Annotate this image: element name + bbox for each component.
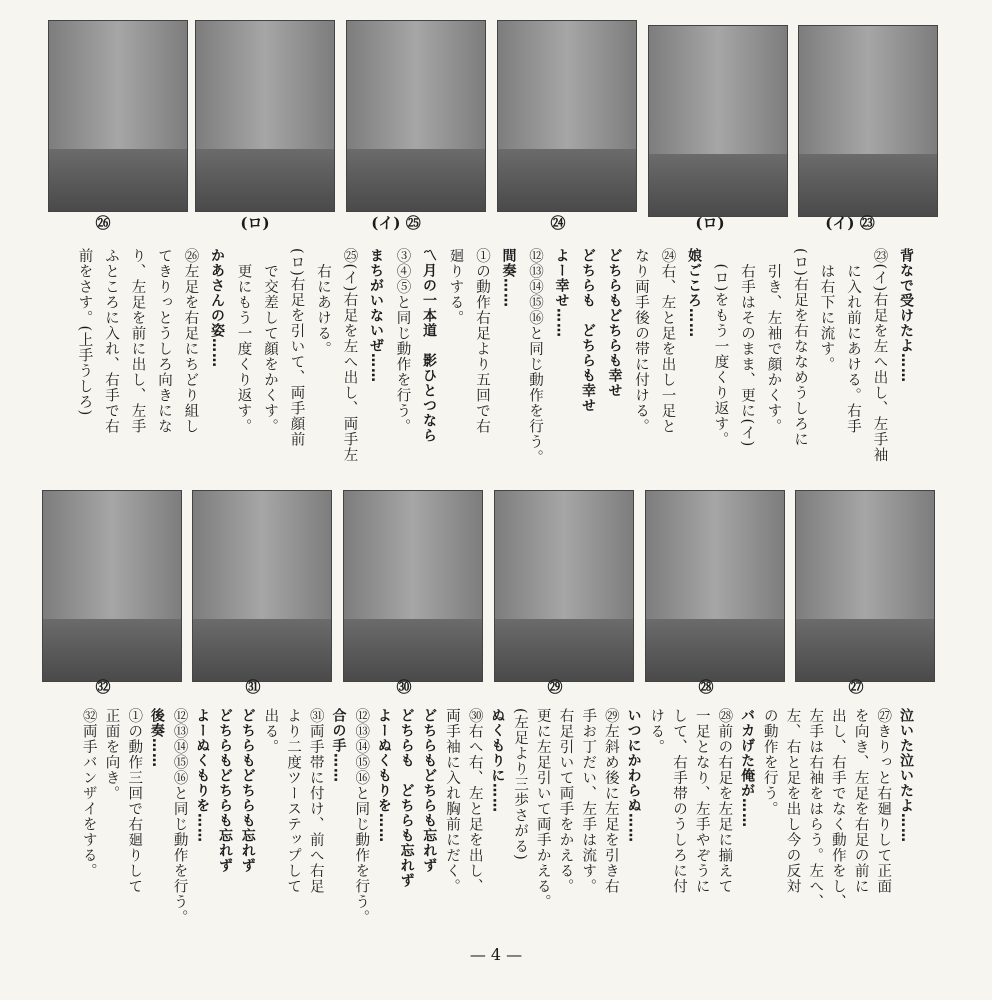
text_bottom-column: どちらもどちらも忘れず xyxy=(239,708,256,873)
text_top-column: ふところに入れ、右手で右 xyxy=(103,248,119,434)
text_top-column: まちがいないぜ…… xyxy=(368,248,384,383)
text_top-column: ①の動作右足より五回で右 xyxy=(474,248,490,434)
text_top-column: 前をさす。(上手うしろ) xyxy=(76,248,93,417)
photo-26 xyxy=(48,20,188,212)
text_top-column: てきりっとうしろ向きにな xyxy=(156,248,172,434)
text_bottom-column: 右足引いて両手をかえる。 xyxy=(557,708,574,894)
text_top-column: に入れ前にあける。右手 xyxy=(845,248,861,434)
text_top-column: なり両手後の帯に付ける。 xyxy=(633,248,649,434)
photo-25-ro xyxy=(195,20,335,212)
photo-label-26: ㉖ xyxy=(95,214,111,232)
text_top-column: ⑫⑬⑭⑮⑯と同じ動作を行う。 xyxy=(527,248,543,465)
text_bottom-column: 一足となり、左手やぞうに xyxy=(693,708,710,894)
photo-30 xyxy=(343,490,483,682)
photo-label-25-i: (イ) ㉕ xyxy=(371,214,421,232)
text_bottom-column: の動作を行う。 xyxy=(761,708,778,817)
photo-label-27: ㉗ xyxy=(848,678,864,696)
text_top-column: どちらも どちらも幸せ xyxy=(580,248,596,413)
text_bottom-column: 更に左足引いて両手かえる。 xyxy=(534,708,551,910)
text_bottom-column: よーぬくもりを…… xyxy=(194,708,211,843)
photo-28 xyxy=(645,490,785,682)
photo-label-32: ㉜ xyxy=(95,678,111,696)
text_bottom-column: を向き、左足を右足の前に xyxy=(852,708,869,894)
text_top-column: 背なで受けたよ…… xyxy=(898,248,914,383)
text_bottom-column: ⑫⑬⑭⑮⑯と同じ動作を行う。 xyxy=(353,708,370,925)
text_bottom-column: ①の動作三回で右廻りして xyxy=(126,708,143,894)
text_bottom-column: より二度ツーステップして xyxy=(285,708,302,894)
text_bottom-column: (左足より三歩さがる) xyxy=(512,708,529,861)
text_bottom-column: ⑫⑬⑭⑮⑯と同じ動作を行う。 xyxy=(171,708,188,925)
text_bottom-column: ㉗きりっと右廻りして正面 xyxy=(875,708,892,894)
text_top-column: (ロ)をもう一度くり返す。 xyxy=(712,248,729,448)
photo-24 xyxy=(497,20,637,212)
text_bottom-column: どちらもどちらも忘れず xyxy=(217,708,233,873)
photo-label-25-ro: (ロ) xyxy=(240,214,270,232)
text_bottom-column: 両手袖に入れ胸前にだく。 xyxy=(444,708,460,894)
page-number: — 4 — xyxy=(469,945,523,964)
text_top-column: ㉖左足を右足にちどり組し xyxy=(182,248,199,434)
photo-29 xyxy=(494,490,634,682)
text_top-column: 間奏…… xyxy=(500,248,517,308)
text_top-column: 右手はそのまま、更に(イ) xyxy=(739,248,755,448)
text_top-column: どちらもどちらも幸せ xyxy=(606,248,623,398)
text_top-column: かあさんの姿…… xyxy=(209,248,225,368)
photo-label-28: ㉘ xyxy=(698,678,714,696)
photo-label-23-ro: (ロ) xyxy=(695,214,725,232)
text_top-column: ③④⑤と同じ動作を行う。 xyxy=(394,248,411,434)
text_bottom-column: いつにかわらぬ…… xyxy=(625,708,642,843)
text_bottom-column: ㉜両手バンザイをする。 xyxy=(80,708,97,879)
text_bottom-column: ㉛両手帯に付け、前へ右足 xyxy=(307,708,324,894)
photo-label-23-i: (イ) ㉓ xyxy=(825,214,875,232)
photo-label-31: ㉛ xyxy=(245,678,261,696)
photo-31 xyxy=(192,490,332,682)
photo-label-30: ㉚ xyxy=(396,678,412,696)
text_bottom-column: ぬくもりに…… xyxy=(489,708,506,813)
text_top-column: 廻りする。 xyxy=(447,248,464,326)
text_bottom-column: して、右手帯のうしろに付 xyxy=(671,708,687,894)
photo-label-29: ㉙ xyxy=(547,678,563,696)
text_bottom-column: どちらも どちらも忘れず xyxy=(398,708,415,888)
text_bottom-column: ㉙左斜め後に左足を引き右 xyxy=(602,708,619,894)
text_top-column: で交差して顔をかくす。 xyxy=(262,248,278,434)
text_bottom-column: 出る。 xyxy=(262,708,279,755)
text_bottom-column: 手お丁だい、左手は流す。 xyxy=(580,708,597,894)
photo-23-i xyxy=(798,25,938,217)
text_bottom-column: 出し、右手でなく動作をし、 xyxy=(829,708,846,910)
text_top-column: 引き、左袖で顔かくす。 xyxy=(765,248,782,434)
text_bottom-column: ㉘前の右足を左足に揃えて xyxy=(716,708,733,894)
photo-25-i xyxy=(346,20,486,212)
text_top-column: り、左足を前に出し、左手 xyxy=(129,248,146,434)
text_top-column: 右にあける。 xyxy=(315,248,331,357)
text_bottom-column: 後奏…… xyxy=(148,708,165,768)
text_top-column: (ロ)右足を右ななめうしろに xyxy=(792,248,808,448)
text_top-column: 娘ごころ…… xyxy=(686,248,702,338)
photo-23-ro xyxy=(648,25,788,217)
text_bottom-column: ㉚右へ右、左と足を出し、 xyxy=(466,708,483,894)
text_top-column: (ロ)右足を引いて、両手顔前 xyxy=(288,248,305,448)
text_bottom-column: 左、右と足を出し今の反対 xyxy=(784,708,801,894)
text_top-column: 〽月の一本道 影ひとつなら xyxy=(421,248,437,443)
text_top-column: 更にもう一度くり返す。 xyxy=(235,248,252,434)
text_bottom-column: どちらもどちらも忘れず xyxy=(421,708,438,873)
text_bottom-column: ける。 xyxy=(648,708,665,755)
text_bottom-column: よーぬくもりを…… xyxy=(375,708,392,843)
text_bottom-column: 左手は右袖をはらう。左へ、 xyxy=(807,708,824,910)
photo-27 xyxy=(795,490,935,682)
text_top-column: ㉔右、左と足を出し一足と xyxy=(659,248,676,434)
text_bottom-column: 泣いた泣いたよ…… xyxy=(898,708,914,843)
text_bottom-column: 合の手…… xyxy=(330,708,347,783)
text_top-column: よー幸せ…… xyxy=(553,248,570,338)
text_bottom-column: バカげた俺が…… xyxy=(739,708,756,828)
text_top-column: は右下に流す。 xyxy=(818,248,835,372)
text_top-column: ㉓(イ)右足を左へ出し、左手袖 xyxy=(871,248,888,463)
photo-label-24: ㉔ xyxy=(550,214,566,232)
text_top-column: ㉕(イ)右足を左へ出し、両手左 xyxy=(341,248,358,463)
text_bottom-column: 正面を向き。 xyxy=(103,708,120,801)
photo-32 xyxy=(42,490,182,682)
